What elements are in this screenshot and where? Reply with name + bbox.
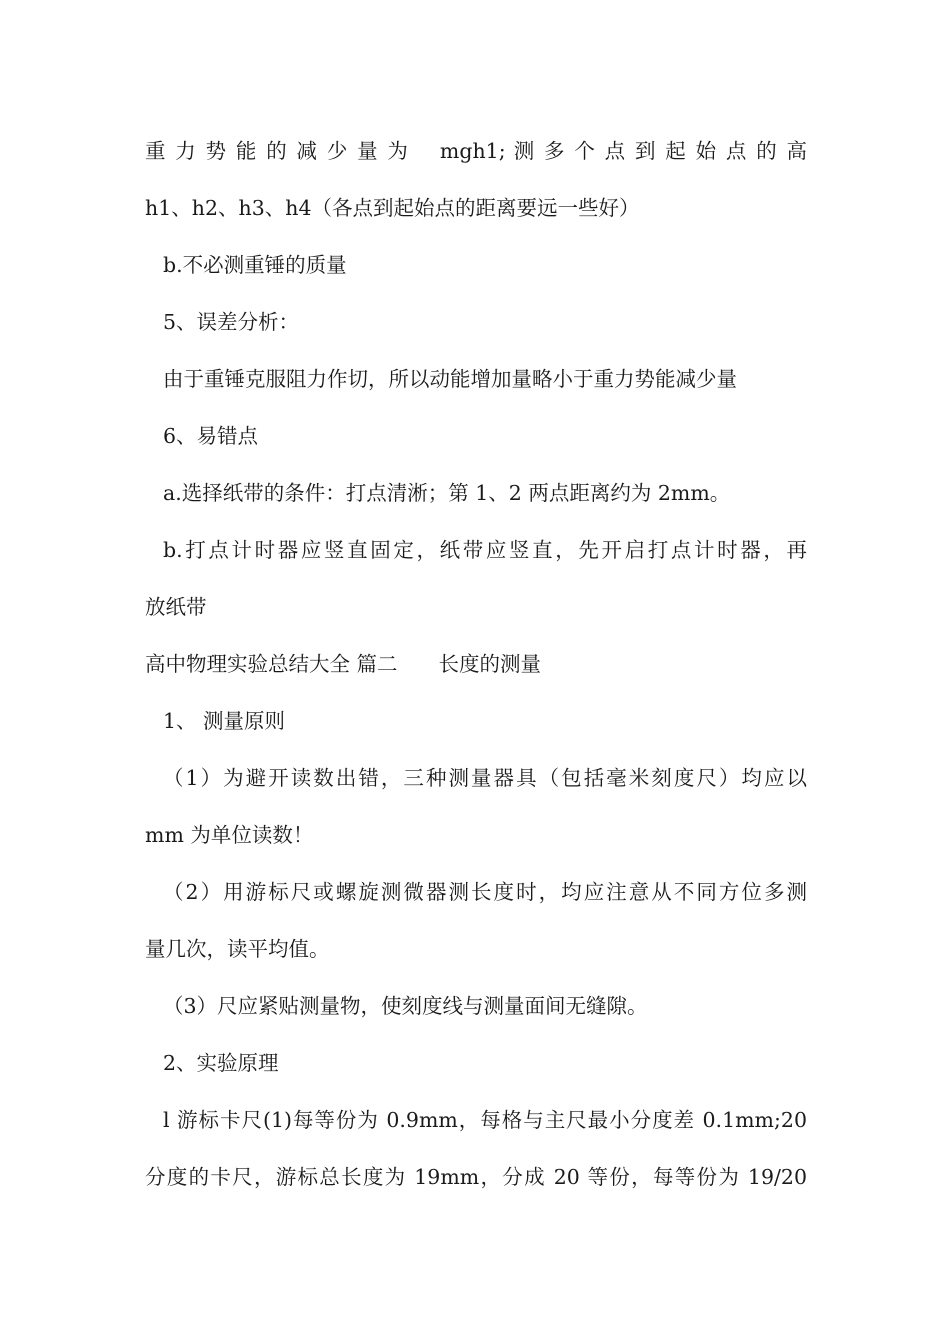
text-line: （1）为避开读数出错，三种测量器具（包括毫米刻度尺）均应以 (163, 766, 807, 790)
text-line: mm 为单位读数！ (145, 823, 314, 847)
text-line: 量几次，读平均值。 (145, 937, 330, 961)
text-line: a.选择纸带的条件：打点清淅；第 1、2 两点距离约为 2mm。 (163, 481, 731, 505)
text-line: （3）尺应紧贴测量物，使刻度线与测量面间无缝隙。 (163, 994, 648, 1018)
text-line: h1、h2、h3、h4（各点到起始点的距离要远一些好） (145, 196, 640, 220)
text-line: l 游标卡尺(1)每等份为 0.9mm，每格与主尺最小分度差 0.1mm;20 (163, 1108, 807, 1132)
text-line: 2、实验原理 (163, 1051, 279, 1075)
text-line: b.不必测重锤的质量 (163, 253, 347, 277)
text-line: 重 力 势 能 的 减 少 量 为 mgh1; 测 多 个 点 到 起 始 点 的 高 (145, 139, 807, 163)
text-line: 1、 测量原则 (163, 709, 286, 733)
text-line: 分度的卡尺，游标总长度为 19mm，分成 20 等份，每等份为 19/20 (145, 1165, 807, 1189)
section-heading: 高中物理实验总结大全 篇二 长度的测量 (145, 652, 542, 676)
text-line: 由于重锤克服阻力作切，所以动能增加量略小于重力势能减少量 (163, 367, 737, 391)
text-line: 6、易错点 (163, 424, 259, 448)
text-line: 5、误差分析： (163, 310, 300, 334)
text-line: 放纸带 (145, 595, 207, 619)
text-line: （2）用游标尺或螺旋测微器测长度时，均应注意从不同方位多测 (163, 880, 807, 904)
text-line: b.打点计时器应竖直固定，纸带应竖直，先开启打点计时器，再 (163, 538, 807, 562)
